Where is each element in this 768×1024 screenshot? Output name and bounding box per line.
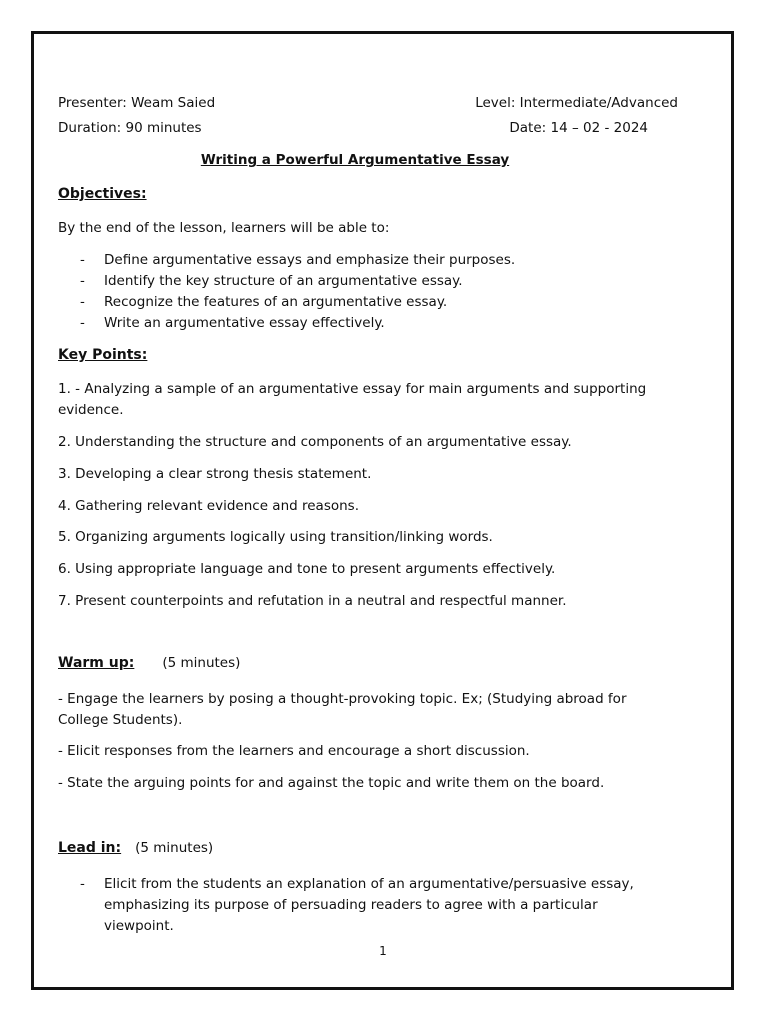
lead-in-title: Lead in: bbox=[58, 840, 122, 856]
warm-up-title: Warm up: bbox=[58, 655, 135, 671]
bullet-dash: - bbox=[80, 252, 85, 268]
key-point-item: 5. Organizing arguments logically using transition/linking words. bbox=[58, 529, 493, 545]
key-point-item: 3. Developing a clear strong thesis statement. bbox=[58, 466, 372, 482]
objective-item: - Recognize the features of an argumentative essay. bbox=[80, 292, 650, 313]
key-point-item: 4. Gathering relevant evidence and reasons. bbox=[58, 498, 359, 514]
warm-up-item: - State the arguing points for and against the topic and write them on the board. bbox=[58, 775, 605, 791]
bullet-dash: - bbox=[80, 876, 85, 892]
presenter-text: Presenter: Weam Saied bbox=[58, 95, 216, 111]
key-point-item: 2. Understanding the structure and components of an argumentative essay. bbox=[58, 434, 572, 450]
document-title: Writing a Powerful Argumentative Essay bbox=[200, 152, 510, 168]
bullet-dash: - bbox=[80, 273, 85, 289]
duration-text: Duration: 90 minutes bbox=[58, 120, 202, 136]
objectives-intro: By the end of the lesson, learners will be able to: bbox=[58, 220, 390, 236]
lead-in-heading bbox=[58, 840, 213, 856]
key-point-item: 7. Present counterpoints and refutation in a neutral and respectful manner. bbox=[58, 593, 567, 609]
warm-up-duration: (5 minutes) bbox=[162, 655, 241, 671]
lead-in-item: - Elicit from the students an explanation of an argumentative/persuasive essay, emphasizing its purpose of persuading readers to agree with a particular viewpoint. bbox=[80, 876, 634, 934]
level-text: Level: Intermediate/Advanced bbox=[475, 95, 678, 111]
bullet-dash: - bbox=[80, 294, 85, 310]
objective-item: - Define argumentative essays and emphasize their purposes. bbox=[80, 250, 650, 271]
bullet-dash: - bbox=[80, 315, 85, 331]
key-points-heading: Key Points: bbox=[58, 347, 148, 363]
header-row-1 bbox=[58, 94, 678, 112]
lead-in-duration: (5 minutes) bbox=[135, 840, 214, 856]
key-point-item: 6. Using appropriate language and tone to present arguments effectively. bbox=[58, 561, 556, 577]
header-row-2 bbox=[58, 119, 678, 137]
warm-up-item: - Elicit responses from the learners and encourage a short discussion. bbox=[58, 743, 530, 759]
key-point-item: 1. - Analyzing a sample of an argumentative essay for main arguments and supporting evidence. bbox=[58, 381, 647, 418]
warm-up-item: - Engage the learners by posing a thought-provoking topic. Ex; (Studying abroad for College Students). bbox=[58, 691, 627, 728]
warm-up-heading bbox=[58, 655, 240, 671]
date-text: Date: 14 – 02 - 2024 bbox=[509, 120, 648, 136]
objective-item: - Write an argumentative essay effectively. bbox=[80, 313, 650, 334]
objective-item: - Identify the key structure of an argumentative essay. bbox=[80, 271, 650, 292]
objectives-heading: Objectives: bbox=[58, 186, 147, 202]
page-number: 1 bbox=[379, 944, 387, 958]
